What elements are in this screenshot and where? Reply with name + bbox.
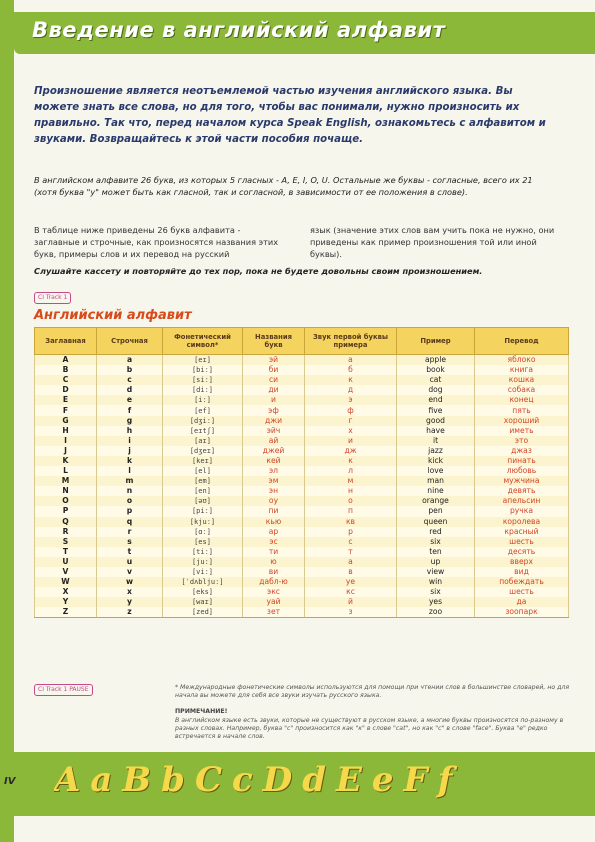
translation-cell: пять: [475, 405, 569, 415]
example-cell: kick: [397, 456, 475, 466]
lowercase-cell: q: [97, 517, 163, 527]
phonetic-cell: [diː]: [163, 385, 243, 395]
phonetic-cell: [ɑː]: [163, 527, 243, 537]
phonetic-cell: [zed]: [163, 607, 243, 618]
translation-cell: яблоко: [475, 355, 569, 366]
translation-cell: иметь: [475, 426, 569, 436]
header-letter-name: Названия букв: [243, 328, 305, 355]
decorative-letter: c: [232, 760, 253, 800]
first-sound-cell: кс: [305, 587, 397, 597]
letter-name-cell: пи: [243, 506, 305, 516]
translation-cell: королева: [475, 517, 569, 527]
decorative-letters: [54, 758, 595, 802]
first-sound-cell: а: [305, 355, 397, 366]
translation-cell: любовь: [475, 466, 569, 476]
decorative-letter: A: [54, 760, 81, 800]
letter-name-cell: оу: [243, 496, 305, 506]
letter-name-cell: ви: [243, 567, 305, 577]
table-row: [35, 597, 569, 607]
first-sound-cell: л: [305, 466, 397, 476]
decorative-letter: d: [302, 760, 326, 800]
example-cell: book: [397, 365, 475, 375]
example-cell: dog: [397, 385, 475, 395]
translation-cell: десять: [475, 547, 569, 557]
table-row: [35, 506, 569, 516]
letter-name-cell: си: [243, 375, 305, 385]
lowercase-cell: y: [97, 597, 163, 607]
decorative-letter: D: [262, 760, 293, 800]
translation-cell: пинать: [475, 456, 569, 466]
table-row: [35, 527, 569, 537]
example-cell: five: [397, 405, 475, 415]
phonetic-cell: [juː]: [163, 557, 243, 567]
uppercase-cell: D: [35, 385, 97, 395]
page-number: IV: [4, 776, 16, 787]
translation-cell: шесть: [475, 587, 569, 597]
table-row: [35, 395, 569, 405]
table-row: [35, 355, 569, 366]
intro-column-left: В таблице ниже приведены 26 букв алфавита - заглавные и строчные, как произносятся названия этих букв, примеры слов и их перевод на русский: [34, 225, 279, 259]
table-row: [35, 537, 569, 547]
lowercase-cell: b: [97, 365, 163, 375]
decorative-letter: e: [371, 760, 394, 800]
table-row: [35, 466, 569, 476]
table-row: [35, 446, 569, 456]
phonetic-cell: [piː]: [163, 506, 243, 516]
example-cell: man: [397, 476, 475, 486]
header-example: Пример: [397, 328, 475, 355]
translation-cell: апельсин: [475, 496, 569, 506]
table-row: [35, 426, 569, 436]
uppercase-cell: C: [35, 375, 97, 385]
decorative-letter: E: [335, 760, 362, 800]
example-cell: have: [397, 426, 475, 436]
letter-name-cell: ди: [243, 385, 305, 395]
letter-name-cell: уай: [243, 597, 305, 607]
uppercase-cell: I: [35, 436, 97, 446]
uppercase-cell: M: [35, 476, 97, 486]
letter-name-cell: би: [243, 365, 305, 375]
example-cell: jazz: [397, 446, 475, 456]
note-heading: ПРИМЕЧАНИЕ!: [175, 708, 228, 715]
uppercase-cell: F: [35, 405, 97, 415]
uppercase-cell: W: [35, 577, 97, 587]
example-cell: apple: [397, 355, 475, 366]
decorative-letter: a: [90, 760, 113, 800]
lowercase-cell: h: [97, 426, 163, 436]
lowercase-cell: s: [97, 537, 163, 547]
phonetic-cell: [viː]: [163, 567, 243, 577]
table-body: [35, 355, 569, 618]
translation-cell: да: [475, 597, 569, 607]
lowercase-cell: z: [97, 607, 163, 618]
lowercase-cell: v: [97, 567, 163, 577]
header-uppercase: Заглавная: [35, 328, 97, 355]
uppercase-cell: B: [35, 365, 97, 375]
first-sound-cell: а: [305, 557, 397, 567]
example-cell: win: [397, 577, 475, 587]
letter-name-cell: ай: [243, 436, 305, 446]
translation-cell: побеждать: [475, 577, 569, 587]
phonetic-cell: [biː]: [163, 365, 243, 375]
table-row: [35, 385, 569, 395]
uppercase-cell: Z: [35, 607, 97, 618]
header-lowercase: Строчная: [97, 328, 163, 355]
example-cell: it: [397, 436, 475, 446]
letter-name-cell: ти: [243, 547, 305, 557]
decorative-letter: f: [437, 760, 453, 800]
table-row: [35, 496, 569, 506]
first-sound-cell: т: [305, 547, 397, 557]
lowercase-cell: c: [97, 375, 163, 385]
example-cell: end: [397, 395, 475, 405]
phonetic-cell: [dʒeɪ]: [163, 446, 243, 456]
translation-cell: мужчина: [475, 476, 569, 486]
example-cell: pen: [397, 506, 475, 516]
first-sound-cell: к: [305, 375, 397, 385]
first-sound-cell: б: [305, 365, 397, 375]
phonetic-cell: [siː]: [163, 375, 243, 385]
first-sound-cell: м: [305, 476, 397, 486]
uppercase-cell: U: [35, 557, 97, 567]
first-sound-cell: уе: [305, 577, 397, 587]
uppercase-cell: T: [35, 547, 97, 557]
lowercase-cell: g: [97, 416, 163, 426]
lowercase-cell: i: [97, 436, 163, 446]
decorative-letter: C: [194, 760, 223, 800]
example-cell: six: [397, 587, 475, 597]
first-sound-cell: кв: [305, 517, 397, 527]
bottom-letter-band: [0, 752, 595, 816]
translation-cell: ручка: [475, 506, 569, 516]
first-sound-cell: к: [305, 456, 397, 466]
lowercase-cell: a: [97, 355, 163, 366]
track-pause-badge: CI Track 1 PAUSE: [34, 684, 93, 696]
intro-note: В английском алфавите 26 букв, из которых 5 гласных - A, E, I, O, U. Остальные же буквы - согласные, всего их 21 (хотя буква "y" может быть как гласной, так и согласной, в зависимости от ее положения в слове).: [34, 175, 533, 197]
phonetic-cell: [dʒiː]: [163, 416, 243, 426]
uppercase-cell: Q: [35, 517, 97, 527]
phonetic-cell: [iː]: [163, 395, 243, 405]
first-sound-cell: о: [305, 496, 397, 506]
first-sound-cell: п: [305, 506, 397, 516]
letter-name-cell: эйч: [243, 426, 305, 436]
uppercase-cell: N: [35, 486, 97, 496]
lowercase-cell: n: [97, 486, 163, 496]
translation-cell: кошка: [475, 375, 569, 385]
phonetic-cell: [aɪ]: [163, 436, 243, 446]
example-cell: cat: [397, 375, 475, 385]
table-row: [35, 517, 569, 527]
track-badge: CI Track 1: [34, 292, 71, 304]
example-cell: nine: [397, 486, 475, 496]
table-row: [35, 486, 569, 496]
translation-cell: девять: [475, 486, 569, 496]
translation-cell: книга: [475, 365, 569, 375]
phonetic-cell: [em]: [163, 476, 243, 486]
first-sound-cell: н: [305, 486, 397, 496]
lowercase-cell: e: [97, 395, 163, 405]
first-sound-cell: э: [305, 395, 397, 405]
footnote: * Международные фонетические символы используются для помощи при чтении слов в большинстве словарей, но для начала вы можете для себя все звуки изучать русского языка.: [175, 684, 570, 699]
phonetic-cell: [eɪ]: [163, 355, 243, 366]
decorative-letter: B: [122, 760, 152, 800]
letter-name-cell: эф: [243, 405, 305, 415]
uppercase-cell: A: [35, 355, 97, 366]
lowercase-cell: u: [97, 557, 163, 567]
decorative-letter: b: [161, 760, 185, 800]
first-sound-cell: х: [305, 426, 397, 436]
uppercase-cell: H: [35, 426, 97, 436]
decorative-letter: F: [403, 760, 428, 800]
phonetic-cell: [en]: [163, 486, 243, 496]
uppercase-cell: K: [35, 456, 97, 466]
letter-name-cell: кью: [243, 517, 305, 527]
example-cell: zoo: [397, 607, 475, 618]
first-sound-cell: з: [305, 607, 397, 618]
lowercase-cell: w: [97, 577, 163, 587]
translation-cell: джаз: [475, 446, 569, 456]
example-cell: good: [397, 416, 475, 426]
example-cell: view: [397, 567, 475, 577]
translation-cell: зоопарк: [475, 607, 569, 618]
first-sound-cell: ф: [305, 405, 397, 415]
table-title: Английский алфавит: [34, 308, 192, 323]
phonetic-cell: [el]: [163, 466, 243, 476]
translation-cell: хороший: [475, 416, 569, 426]
first-sound-cell: г: [305, 416, 397, 426]
table-header-row: [35, 328, 569, 355]
example-cell: love: [397, 466, 475, 476]
phonetic-cell: [kjuː]: [163, 517, 243, 527]
note-text: В английском языке есть звуки, которые не существуют в русском языке, а многие буквы произносятся по-разному в разных словах. Например, буква "c" произносится как "к" в слове "cat", но как "с" в слове "face". Буква "e" редко встречается в начале слов.: [175, 717, 564, 740]
page-title: Введение в английский алфавит: [32, 18, 446, 42]
letter-name-cell: эс: [243, 537, 305, 547]
letter-name-cell: зет: [243, 607, 305, 618]
example-cell: yes: [397, 597, 475, 607]
translation-cell: шесть: [475, 537, 569, 547]
table-row: [35, 557, 569, 567]
left-color-bar: [0, 0, 14, 842]
letter-name-cell: дабл-ю: [243, 577, 305, 587]
table-row: [35, 365, 569, 375]
lowercase-cell: t: [97, 547, 163, 557]
lowercase-cell: o: [97, 496, 163, 506]
phonetic-cell: [es]: [163, 537, 243, 547]
table-row: [35, 456, 569, 466]
letter-name-cell: эл: [243, 466, 305, 476]
first-sound-cell: р: [305, 527, 397, 537]
alphabet-table-wrap: [34, 327, 568, 670]
lowercase-cell: r: [97, 527, 163, 537]
uppercase-cell: S: [35, 537, 97, 547]
translation-cell: конец: [475, 395, 569, 405]
letter-name-cell: кей: [243, 456, 305, 466]
translation-cell: вид: [475, 567, 569, 577]
table-row: [35, 547, 569, 557]
uppercase-cell: J: [35, 446, 97, 456]
table-row: [35, 607, 569, 618]
uppercase-cell: Y: [35, 597, 97, 607]
letter-name-cell: эй: [243, 355, 305, 366]
first-sound-cell: д: [305, 385, 397, 395]
intro-paragraph: Произношение является неотъемлемой частью изучения английского языка. Вы можете знать все слова, но для того, чтобы вас понимали, нужно произносить их правильно. Так что, перед началом курса Speak English, ознакомьтесь с алфавитом и звуками. Возвращайтесь к этой части пособия почаще.: [34, 86, 546, 145]
table-row: [35, 577, 569, 587]
lowercase-cell: p: [97, 506, 163, 516]
translation-cell: собака: [475, 385, 569, 395]
example-cell: orange: [397, 496, 475, 506]
lowercase-cell: x: [97, 587, 163, 597]
example-cell: red: [397, 527, 475, 537]
table-row: [35, 567, 569, 577]
header-translation: Перевод: [475, 328, 569, 355]
phonetic-cell: [tiː]: [163, 547, 243, 557]
first-sound-cell: дж: [305, 446, 397, 456]
example-cell: queen: [397, 517, 475, 527]
example-cell: ten: [397, 547, 475, 557]
letter-name-cell: эм: [243, 476, 305, 486]
translation-cell: вверх: [475, 557, 569, 567]
lowercase-cell: l: [97, 466, 163, 476]
letter-name-cell: эн: [243, 486, 305, 496]
letter-name-cell: и: [243, 395, 305, 405]
first-sound-cell: в: [305, 567, 397, 577]
first-sound-cell: и: [305, 436, 397, 446]
uppercase-cell: R: [35, 527, 97, 537]
example-cell: six: [397, 537, 475, 547]
table-row: [35, 436, 569, 446]
header-phonetic: Фонетический символ*: [163, 328, 243, 355]
lowercase-cell: m: [97, 476, 163, 486]
phonetic-cell: [ef]: [163, 405, 243, 415]
first-sound-cell: й: [305, 597, 397, 607]
table-row: [35, 476, 569, 486]
first-sound-cell: с: [305, 537, 397, 547]
uppercase-cell: V: [35, 567, 97, 577]
phonetic-cell: [ˈdʌbljuː]: [163, 577, 243, 587]
lowercase-cell: k: [97, 456, 163, 466]
listen-instruction: Слушайте кассету и повторяйте до тех пор, пока не будете довольны своим произношением.: [34, 266, 483, 276]
header-first-sound: Звук первой буквы примера: [305, 328, 397, 355]
phonetic-cell: [eks]: [163, 587, 243, 597]
example-cell: up: [397, 557, 475, 567]
letter-name-cell: джей: [243, 446, 305, 456]
letter-name-cell: ар: [243, 527, 305, 537]
lowercase-cell: d: [97, 385, 163, 395]
translation-cell: это: [475, 436, 569, 446]
table-row: [35, 416, 569, 426]
uppercase-cell: X: [35, 587, 97, 597]
phonetic-cell: [waɪ]: [163, 597, 243, 607]
header-banner: [14, 12, 595, 54]
phonetic-cell: [eɪtʃ]: [163, 426, 243, 436]
translation-cell: красный: [475, 527, 569, 537]
letter-name-cell: джи: [243, 416, 305, 426]
alphabet-table: [34, 327, 569, 618]
phonetic-cell: [keɪ]: [163, 456, 243, 466]
table-row: [35, 587, 569, 597]
uppercase-cell: L: [35, 466, 97, 476]
uppercase-cell: O: [35, 496, 97, 506]
uppercase-cell: P: [35, 506, 97, 516]
lowercase-cell: f: [97, 405, 163, 415]
uppercase-cell: G: [35, 416, 97, 426]
phonetic-cell: [əʊ]: [163, 496, 243, 506]
letter-name-cell: ю: [243, 557, 305, 567]
table-row: [35, 405, 569, 415]
intro-column-right: язык (значение этих слов вам учить пока не нужно, они приведены как пример произношения той или иной буквы).: [310, 225, 555, 259]
uppercase-cell: E: [35, 395, 97, 405]
lowercase-cell: j: [97, 446, 163, 456]
letter-name-cell: экс: [243, 587, 305, 597]
table-row: [35, 375, 569, 385]
